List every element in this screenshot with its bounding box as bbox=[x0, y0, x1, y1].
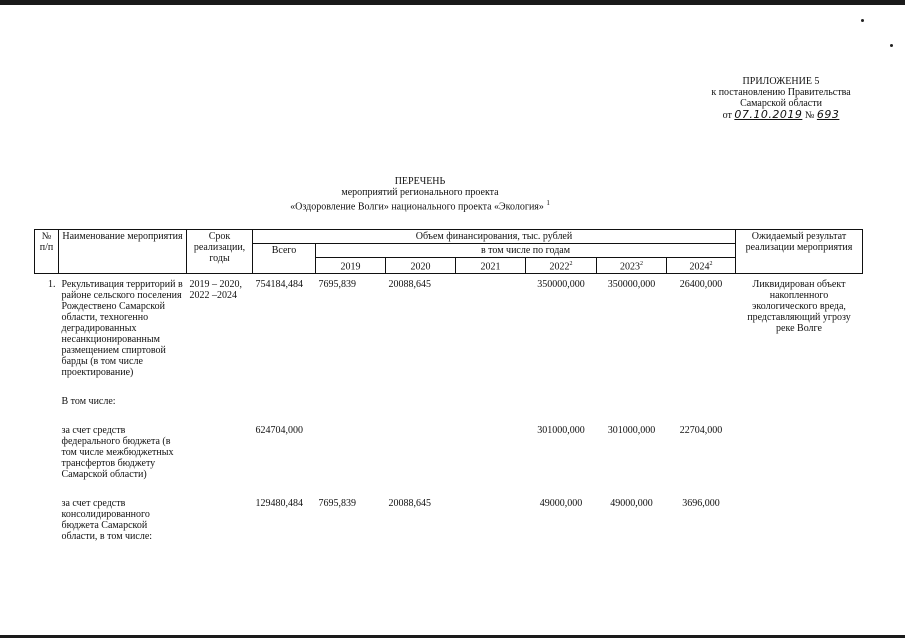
row-2019 bbox=[316, 395, 386, 408]
row-2019: 7695,839 bbox=[318, 279, 356, 291]
row-total: 754184,484 bbox=[255, 279, 303, 291]
scan-speck bbox=[861, 19, 864, 22]
table-row bbox=[35, 274, 863, 380]
row-2022: 49000,000 bbox=[539, 498, 583, 510]
row-num bbox=[35, 424, 59, 481]
row-2022 bbox=[526, 395, 597, 408]
number-prefix: № bbox=[804, 110, 815, 121]
row-2024: 22704,000 bbox=[679, 425, 723, 437]
heading-title: ПЕРЕЧЕНЬ bbox=[394, 176, 446, 187]
row-2021 bbox=[456, 497, 526, 543]
row-2019: 7695,839 bbox=[318, 498, 356, 510]
header-year: 2021 bbox=[456, 258, 526, 274]
row-2020: 20088,645 bbox=[388, 498, 431, 510]
header-year: 2024$^2$ bbox=[667, 258, 736, 274]
row-name: за счет средств консолидированного бюджета Самарской области, в том числе: bbox=[61, 498, 153, 543]
row-2023: 301000,000 bbox=[607, 425, 656, 437]
row-num bbox=[35, 395, 59, 408]
row-result bbox=[736, 497, 863, 543]
appendix-block bbox=[686, 76, 876, 121]
row-2022: 301000,000 bbox=[537, 425, 585, 437]
scan-border-bottom bbox=[0, 635, 905, 638]
row-2024: 26400,000 bbox=[679, 279, 723, 291]
row-2019 bbox=[316, 424, 386, 481]
heading-project: «Оздоровление Волги» национального проекта «Экология» $^1$ bbox=[290, 199, 550, 213]
row-total: 624704,000 bbox=[255, 425, 303, 437]
row-num bbox=[35, 497, 59, 543]
handwritten-date: 07.10.2019 bbox=[734, 108, 803, 121]
heading-subtitle: мероприятий регионального проекта bbox=[341, 187, 499, 198]
header-name: Наименование мероприятия bbox=[59, 230, 187, 274]
row-result bbox=[736, 424, 863, 481]
row-2022: 350000,000 bbox=[537, 279, 585, 291]
row-2021 bbox=[456, 395, 526, 408]
row-name: В том числе: bbox=[61, 396, 116, 408]
row-2021 bbox=[456, 274, 526, 380]
document-heading bbox=[250, 176, 590, 212]
row-period bbox=[187, 497, 253, 543]
appendix-region: Самарской области bbox=[740, 98, 822, 109]
table-row-spacer bbox=[35, 379, 863, 395]
header-period: Срок реализации, годы bbox=[187, 230, 253, 274]
row-total: 129480,484 bbox=[255, 498, 303, 510]
header-num: № п/п bbox=[35, 230, 59, 274]
row-2024 bbox=[667, 395, 736, 408]
row-2021 bbox=[456, 424, 526, 481]
table-row bbox=[35, 497, 863, 543]
row-2023: 49000,000 bbox=[610, 498, 653, 510]
row-2020 bbox=[386, 395, 456, 408]
header-funding: Объем финансирования, тыс. рублей bbox=[253, 230, 736, 244]
scan-border-top bbox=[0, 0, 905, 5]
table-row-spacer bbox=[35, 408, 863, 424]
table-row-spacer bbox=[35, 481, 863, 497]
table-row bbox=[35, 424, 863, 481]
row-name: за счет средств федерального бюджета (в том числе межбюджетных трансфертов бюджету Самарской области) bbox=[61, 425, 174, 481]
header-total: Всего bbox=[253, 244, 316, 274]
scan-speck bbox=[890, 44, 893, 47]
row-2020: 20088,645 bbox=[388, 279, 431, 291]
row-result bbox=[736, 395, 863, 408]
header-by-years: в том числе по годам bbox=[316, 244, 736, 258]
appendix-subtitle: к постановлению Правительства bbox=[711, 87, 851, 98]
funding-table bbox=[34, 229, 863, 543]
row-period: 2019 – 2020, 2022 –2024 bbox=[189, 279, 242, 302]
header-year: 2022$^2$ bbox=[526, 258, 597, 274]
row-2024: 3696,000 bbox=[682, 498, 720, 510]
row-2020 bbox=[386, 424, 456, 481]
row-2023 bbox=[597, 395, 667, 408]
header-result: Ожидаемый результат реализации мероприятия bbox=[736, 230, 863, 274]
appendix-date-line bbox=[686, 109, 876, 121]
heading-footnote: 1 bbox=[546, 199, 550, 207]
row-total bbox=[253, 395, 316, 408]
header-year: 2023$^2$ bbox=[597, 258, 667, 274]
row-2023: 350000,000 bbox=[607, 279, 656, 291]
row-name: Рекультивация территорий в районе сельского поселения Рождествено Самарской области, техногенно деградированных несанкционированным размещением спиртовой барды (в том числе проектирование) bbox=[61, 279, 183, 379]
handwritten-number: 693 bbox=[816, 108, 840, 121]
header-year: 2020 bbox=[386, 258, 456, 274]
row-num: 1. bbox=[48, 279, 56, 291]
table-row bbox=[35, 395, 863, 408]
date-prefix: от bbox=[722, 110, 732, 121]
row-period bbox=[187, 424, 253, 481]
row-result: Ликвидирован объект накопленного экологического вреда, представляющий угрозу реке Волге bbox=[747, 279, 851, 335]
appendix-title: ПРИЛОЖЕНИЕ 5 bbox=[742, 76, 820, 87]
row-period bbox=[187, 395, 253, 408]
header-year: 2019 bbox=[316, 258, 386, 274]
